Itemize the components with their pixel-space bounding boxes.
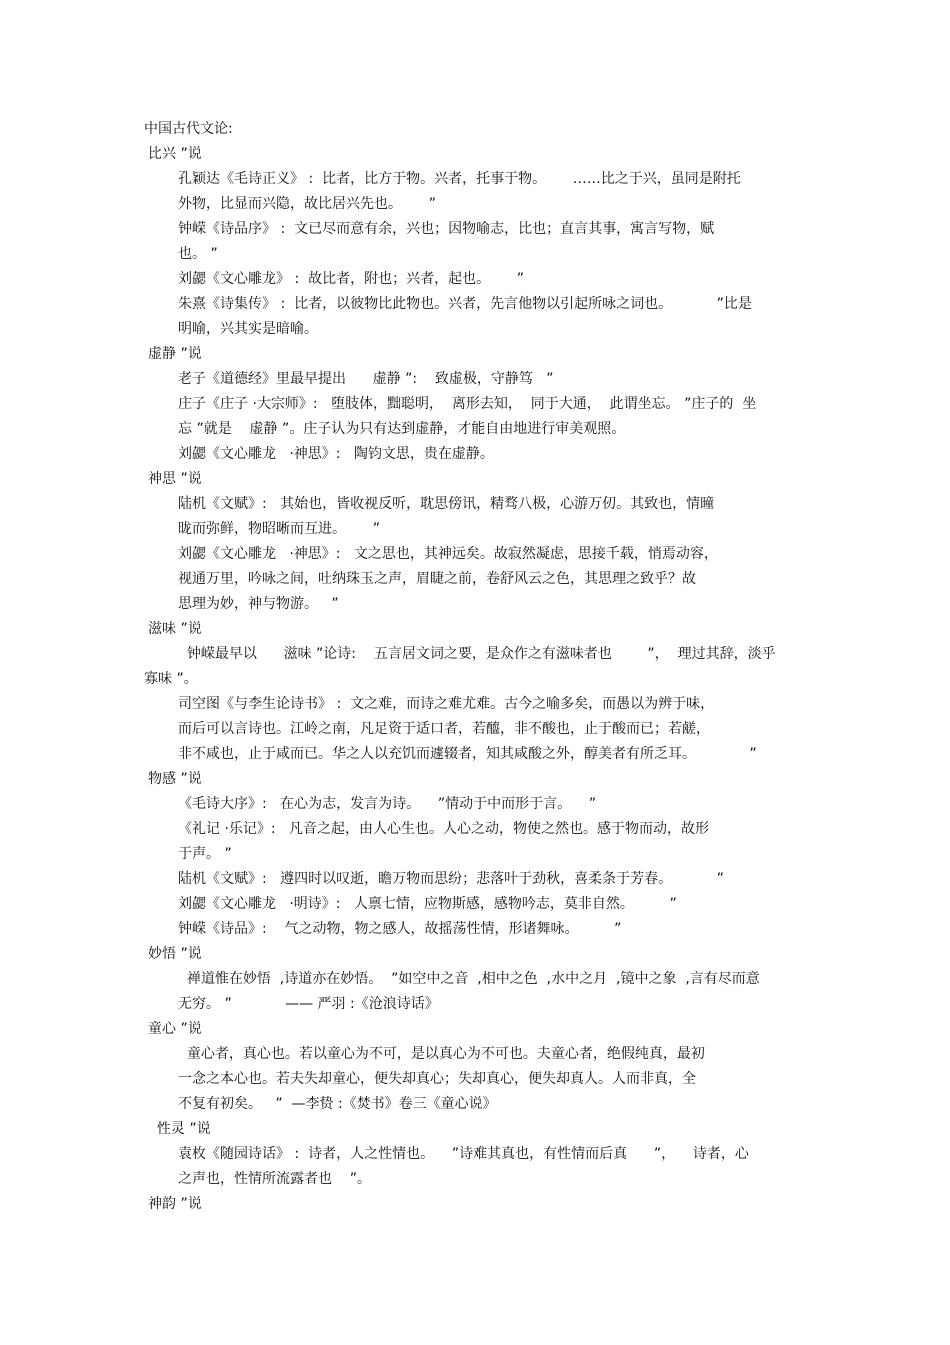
section-heading: 神思 ”说 xyxy=(148,471,202,487)
quote-line: 刘勰《文心雕龙 ·明诗》: 人禀七情，应物斯感，感物吟志，莫非自然。 ” xyxy=(178,896,677,912)
document-body xyxy=(144,117,824,1217)
section xyxy=(144,467,824,617)
section-heading: 童心 ”说 xyxy=(148,1021,202,1037)
quote-paragraph xyxy=(144,692,824,767)
section-heading: 比兴 ”说 xyxy=(148,146,202,162)
section xyxy=(144,942,824,1017)
quote-line: 明喻，兴其实是暗喻。 xyxy=(178,321,318,337)
quote-paragraph xyxy=(144,292,824,342)
section-heading: 神韵 ”说 xyxy=(148,1196,202,1212)
quote-line: 司空图《与李生论诗书》 : 文之难，而诗之难尤难。古今之喻多矣，而愚以为辨于味， xyxy=(178,696,715,712)
quote-line: 而后可以言诗也。江岭之南，凡足资于适口者，若醯，非不酸也，止于酸而已；若鹾， xyxy=(178,721,710,737)
quote-paragraph xyxy=(144,392,824,442)
quote-line: 袁枚《随园诗话》 : 诗者，人之性情也。 ”诗难其真也，有性情而后真 ”， 诗者，心 xyxy=(178,1146,749,1162)
quote-line: 刘勰《文心雕龙》 : 故比者，附也；兴者，起也。 ” xyxy=(178,271,525,287)
section xyxy=(144,142,824,342)
quote-line: 孔颖达《毛诗正义》 : 比者，比方于物。兴者，托事于物。 ……比之于兴，虽同是附托 xyxy=(178,171,741,187)
quote-line: 刘勰《文心雕龙 ·神思》: 陶钧文思，贵在虚静。 xyxy=(178,446,494,462)
section xyxy=(144,1017,824,1117)
section xyxy=(144,767,824,942)
quote-line: 庄子《庄子 ·大宗师》: 堕肢体，黜聪明， 离形去知， 同于大通， 此谓坐忘。 ”庄子的 坐 xyxy=(178,396,757,412)
quote-paragraph xyxy=(144,892,824,917)
quote-line: 钟嵘最早以 滋味 ”论诗: 五言居文词之要，是众作之有滋味者也 ”， 理过其辞，淡乎 xyxy=(178,646,776,662)
quote-paragraph xyxy=(144,492,824,542)
section xyxy=(144,342,824,467)
quote-paragraph xyxy=(144,267,824,292)
quote-line: 于声。 ” xyxy=(178,846,232,862)
quote-paragraph xyxy=(144,867,824,892)
quote-line: 昽而弥鲜，物昭晰而互进。 ” xyxy=(178,521,380,537)
quote-line: 忘 ”就是 虚静 ”。庄子认为只有达到虚静，才能自由地进行审美观照。 xyxy=(178,421,626,437)
quote-line: 非不咸也，止于咸而已。华之人以充饥而遽辍者，知其咸酸之外，醇美者有所乏耳。 ” xyxy=(178,746,757,762)
quote-line-tail: 寡味 ”。 xyxy=(144,671,198,687)
quote-paragraph xyxy=(144,792,824,817)
quote-paragraph xyxy=(144,642,824,692)
quote-line: 朱熹《诗集传》 : 比者，以彼物比此物也。兴者，先言他物以引起所咏之词也。 ”比是 xyxy=(178,296,752,312)
quote-line: 视通万里，吟咏之间，吐纳珠玉之声，眉睫之前，卷舒风云之色，其思理之致乎？故 xyxy=(178,571,696,587)
quote-line: 无穷。 ” —— 严羽 :《沧浪诗话》 xyxy=(178,996,439,1012)
quote-line: 童心者，真心也。若以童心为不可，是以真心为不可也。夫童心者，绝假纯真，最初 xyxy=(178,1046,705,1062)
section-heading: 妙悟 ”说 xyxy=(148,946,202,962)
quote-paragraph xyxy=(144,542,824,617)
quote-paragraph xyxy=(144,817,824,867)
quote-line: 钟嵘《诗品》: 气之动物，物之感人，故摇荡性情，形诸舞咏。 ” xyxy=(178,921,622,937)
section-heading: 性灵 ”说 xyxy=(148,1121,211,1137)
quote-paragraph xyxy=(144,217,824,267)
section-heading: 滋味 ”说 xyxy=(148,621,202,637)
quote-line: 老子《道德经》里最早提出 虚静 ”: 致虚极，守静笃 ” xyxy=(178,371,554,387)
quote-paragraph xyxy=(144,1042,824,1117)
quote-paragraph xyxy=(144,917,824,942)
quote-paragraph xyxy=(144,967,824,1017)
quote-paragraph xyxy=(144,1142,824,1192)
quote-line: 外物，比显而兴隐，故比居兴先也。 ” xyxy=(178,196,436,212)
quote-line: 《礼记 ·乐记》: 凡音之起，由人心生也。人心之动，物使之然也。感于物而动，故形 xyxy=(178,821,709,837)
section-heading: 虚静 ”说 xyxy=(148,346,202,362)
section xyxy=(144,1192,824,1217)
section-heading: 物感 ”说 xyxy=(148,771,202,787)
quote-paragraph xyxy=(144,442,824,467)
quote-line: 《毛诗大序》: 在心为志，发言为诗。 ”情动于中而形于言。 ” xyxy=(178,796,597,812)
quote-line: 刘勰《文心雕龙 ·神思》: 文之思也，其神远矣。故寂然凝虑，思接千载，悄焉动容， xyxy=(178,546,718,562)
quote-paragraph xyxy=(144,367,824,392)
quote-line: 陆机《文赋》: 其始也，皆收视反听，耽思傍讯，精骛八极，心游万仞。其致也，情曈 xyxy=(178,496,715,512)
quote-line: 之声也，性情所流露者也 ”。 xyxy=(178,1171,372,1187)
document-title: 中国古代文论: xyxy=(144,121,233,137)
quote-line: 禅道惟在妙悟 ,诗道亦在妙悟。 ”如空中之音 ,相中之色 ,水中之月 ,镜中之象 ,言有尽而意 xyxy=(178,971,760,987)
quote-line: 思理为妙，神与物游。 ” xyxy=(178,596,339,612)
quote-line: 钟嵘《诗品序》 : 文已尽而意有余，兴也；因物喻志，比也；直言其事，寓言写物，赋 xyxy=(178,221,715,237)
section xyxy=(144,1117,824,1192)
quote-paragraph xyxy=(144,167,824,217)
quote-line: 一念之本心也。若夫失却童心，便失却真心；失却真心，便失却真人。人而非真，全 xyxy=(178,1071,696,1087)
section xyxy=(144,617,824,767)
quote-line: 也。 ” xyxy=(178,246,218,262)
quote-line: 陆机《文赋》: 遵四时以叹逝，瞻万物而思纷；悲落叶于劲秋，喜柔条于芳春。 ” xyxy=(178,871,724,887)
section-list xyxy=(144,142,824,1217)
quote-line: 不复有初矣。 ” —李贽 :《焚书》卷三《童心说》 xyxy=(178,1096,497,1112)
